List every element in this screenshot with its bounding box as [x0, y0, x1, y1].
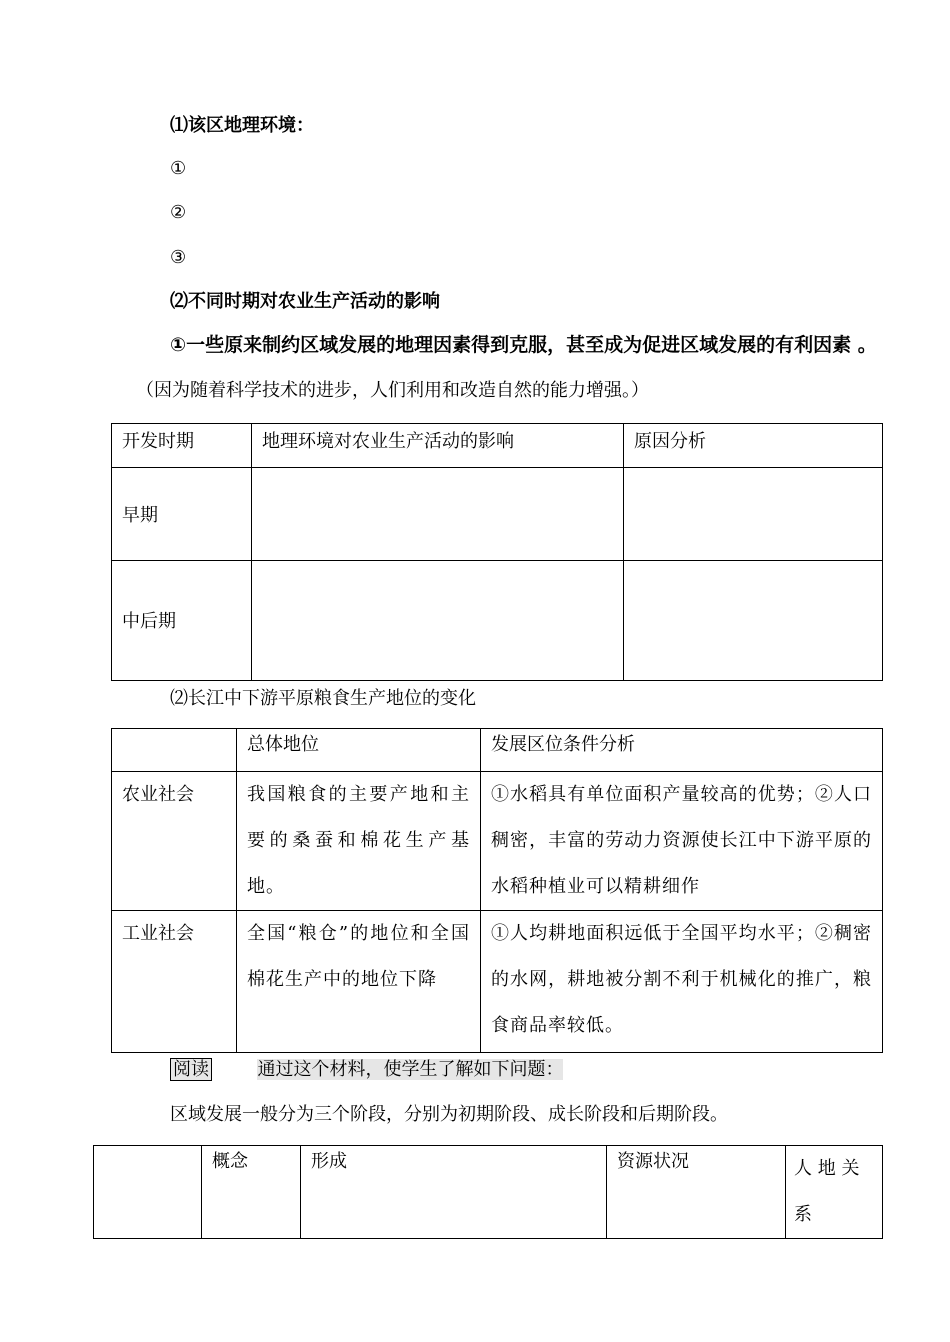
table1-row-later-period: 中后期	[112, 561, 252, 681]
table2-row-agri-society: 农业社会	[112, 772, 237, 911]
table1-row-early-period: 早期	[112, 468, 252, 561]
table1-row-later-reason	[624, 561, 883, 681]
table2-row-industry-status: 全国“粮仓”的地位和全国棉花生产中的地位下降	[237, 911, 481, 1053]
table1-header-period: 开发时期	[112, 424, 252, 468]
table1-row-early-reason	[624, 468, 883, 561]
table2-header-analysis: 发展区位条件分析	[481, 729, 883, 772]
env-item-3: ③	[170, 247, 187, 268]
table1-header-impact: 地理环境对农业生产活动的影响	[252, 424, 624, 468]
table3-header-resources: 资源状况	[607, 1146, 786, 1239]
table2-row-industry-society: 工业社会	[112, 911, 237, 1053]
table1-row-later-impact	[252, 561, 624, 681]
section3-heading: ⑵长江中下游平原粮食生产地位的变化	[170, 688, 476, 709]
reading-section	[170, 1058, 563, 1082]
stages-table	[93, 1145, 883, 1239]
table3-header-empty	[94, 1146, 202, 1239]
table2-row-industry-analysis: ①人均耕地面积远低于全国平均水平；②稠密的水网，耕地被分割不利于机械化的推广，粮食商品率较低。	[481, 911, 883, 1053]
env-item-1: ①	[170, 158, 187, 179]
table2-header-empty	[112, 729, 237, 772]
reading-text: 通过这个材料，使学生了解如下问题：	[257, 1059, 564, 1080]
section2-note: （因为随着科学技术的进步，人们利用和改造自然的能力增强。）	[136, 380, 649, 401]
table2-header-status: 总体地位	[237, 729, 481, 772]
table2-row-agri-analysis: ①水稻具有单位面积产量较高的优势；②人口稠密，丰富的劳动力资源使长江中下游平原的水稻种植业可以精耕细作	[481, 772, 883, 911]
table3-header-human-land: 人 地 关 系	[786, 1146, 883, 1239]
grain-status-table	[111, 728, 883, 1053]
table1-row-early-impact	[252, 468, 624, 561]
table1-header-reason: 原因分析	[624, 424, 883, 468]
development-period-table	[111, 423, 883, 681]
reading-label: 阅读	[170, 1058, 212, 1081]
stages-text: 区域发展一般分为三个阶段，分别为初期阶段、成长阶段和后期阶段。	[170, 1104, 728, 1125]
section2-point1: ①一些原来制约区域发展的地理因素得到克服，甚至成为促进区域发展的有利因素 。	[170, 334, 877, 356]
table3-header-concept: 概念	[202, 1146, 301, 1239]
env-item-2: ②	[170, 202, 187, 223]
table2-row-agri-status: 我国粮食的主要产地和主要的桑蚕和棉花生产基地。	[237, 772, 481, 911]
table3-header-formation: 形成	[301, 1146, 607, 1239]
section2-heading: ⑵不同时期对农业生产活动的影响	[170, 291, 440, 312]
section1-heading: ⑴该区地理环境：	[170, 115, 314, 136]
